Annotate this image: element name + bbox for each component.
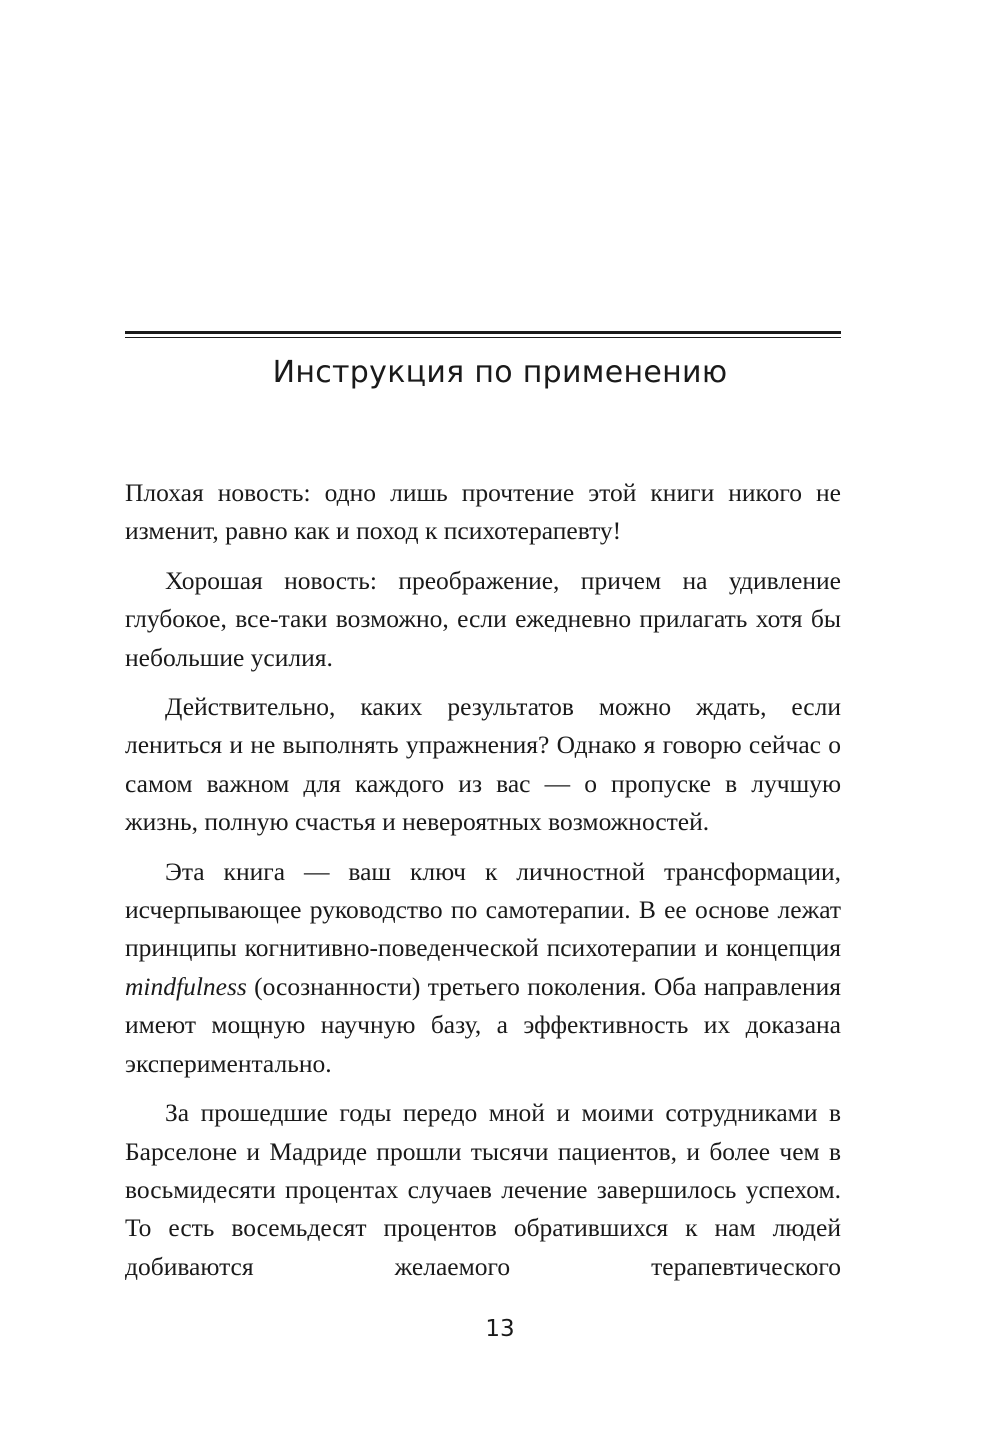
chapter-title: Инструкция по применению	[272, 355, 728, 390]
body-text	[125, 474, 841, 1297]
paragraph-5: За прошедшие годы передо мной и моими сотрудниками в Барселоне и Мадриде прошли тысячи пациентов, и более чем в восьмидесяти процентах случаев лечение завершилось успехом. То есть восемьдесят процентов обратившихся к нам людей добиваются желаемого терапевтического	[125, 1098, 841, 1281]
chapter-rule-thin	[125, 337, 841, 338]
page-number: 13	[485, 1316, 515, 1342]
paragraph-2: Хорошая новость: преображение, причем на удивление глубокое, все-таки возможно, если ежедневно прилагать хотя бы небольшие усилия.	[125, 565, 841, 672]
chapter-rule-thick	[125, 331, 841, 334]
paragraph-1: Плохая новость: одно лишь прочтение этой книги никого не изменит, равно как и поход к психотерапевту!	[125, 478, 841, 546]
paragraph-4-text-before: Эта книга — ваш ключ к личностной трансформации, исчерпывающее руководство по самотерапии. В ее основе лежат принципы когнитивно-поведенческой психотерапии и концепция	[125, 856, 841, 963]
paragraph-4-text-after: (осознанности) третьего поколения. Оба направления имеют мощную научную базу, а эффективность их доказана экспериментально.	[125, 971, 841, 1078]
mindfulness-term: mindfulness	[125, 971, 247, 1001]
paragraph-3: Действительно, каких результатов можно ждать, если лениться и не выполнять упражнения? Однако я говорю сейчас о самом важном для каждого из вас — о пропуске в лучшую жизнь, полную счастья и невероятных возможностей.	[125, 692, 841, 837]
paragraph-4	[125, 853, 841, 1083]
